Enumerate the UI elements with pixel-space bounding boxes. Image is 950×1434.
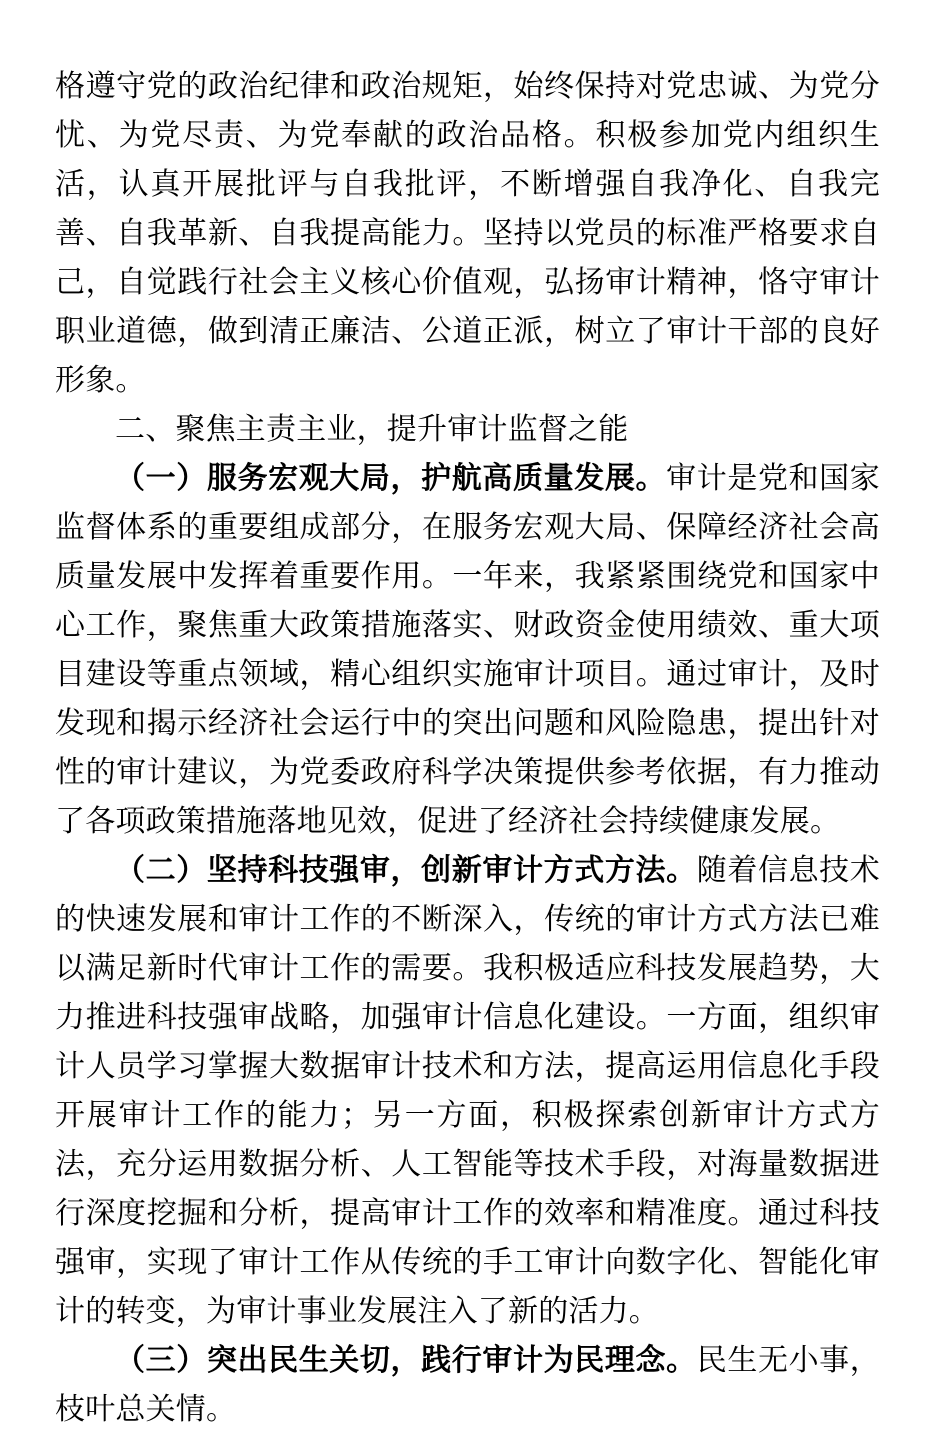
subsection-three-text: 民生无小事，枝叶总关情。 xyxy=(55,1344,880,1426)
subsection-two-lead: （二）坚持科技强审，创新审计方式方法。 xyxy=(115,854,697,887)
subsection-one-macro-service xyxy=(55,454,880,846)
subsection-two-text: 随着信息技术的快速发展和审计工作的不断深入，传统的审计方式方法已难以满足新时代审计工作的需要。我积极适应科技发展趋势，大力推进科技强审战略，加强审计信息化建设。一方面，组织审计人员学习掌握大数据审计技术和方法，提高运用信息化手段开展审计工作的能力；另一方面，积极探索创新审计方式方法，充分运用数据分析、人工智能等技术手段，对海量数据进行深度挖掘和分析，提高审计工作的效率和精准度。通过科技强审，实现了审计工作从传统的手工审计向数字化、智能化审计的转变，为审计事业发展注入了新的活力。 xyxy=(55,854,880,1328)
section-heading-two: 二、聚焦主责主业，提升审计监督之能 xyxy=(115,413,629,446)
subsection-three-peoples-livelihood xyxy=(55,1336,880,1434)
subsection-two-technology-audit xyxy=(55,846,880,1336)
subsection-three-lead: （三）突出民生关切，践行审计为民理念。 xyxy=(115,1344,697,1377)
subsection-one-text: 审计是党和国家监督体系的重要组成部分，在服务宏观大局、保障经济社会高质量发展中发挥着重要作用。一年来，我紧紧围绕党和国家中心工作，聚焦重大政策措施落实、财政资金使用绩效、重大项目建设等重点领域，精心组织实施审计项目。通过审计，及时发现和揭示经济社会运行中的突出问题和风险隐患，提出针对性的审计建议，为党委政府科学决策提供参考依据，有力推动了各项政策措施落地见效，促进了经济社会持续健康发展。 xyxy=(55,462,880,838)
paragraph-political-discipline: 格遵守党的政治纪律和政治规矩，始终保持对党忠诚、为党分忧、为党尽责、为党奉献的政治品格。积极参加党内组织生活，认真开展批评与自我批评，不断增强自我净化、自我完善、自我革新、自我提高能力。坚持以党员的标准严格要求自己，自觉践行社会主义核心价值观，弘扬审计精神，恪守审计职业道德，做到清正廉洁、公道正派，树立了审计干部的良好形象。 xyxy=(55,70,880,397)
document-body xyxy=(55,62,880,1434)
subsection-one-lead: （一）服务宏观大局，护航高质量发展。 xyxy=(115,462,667,495)
